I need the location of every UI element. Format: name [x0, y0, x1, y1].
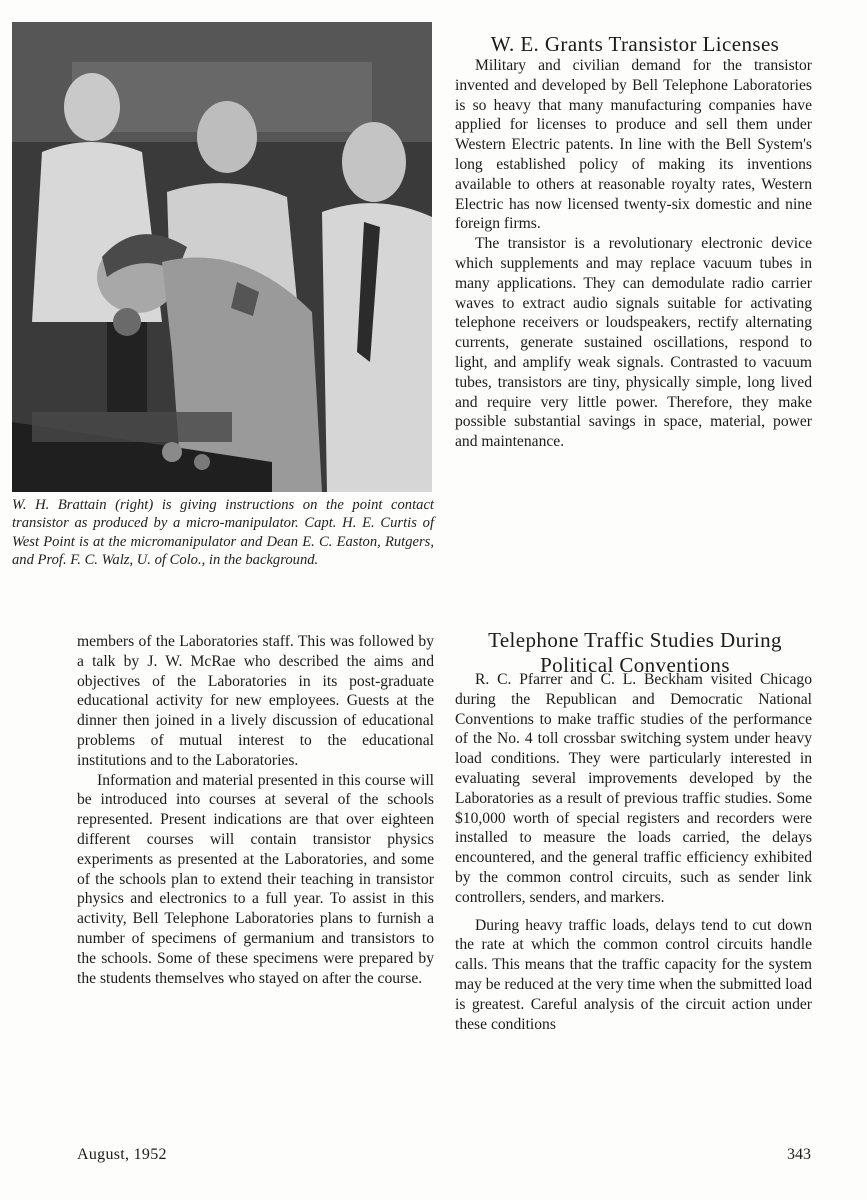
- left-column: [77, 632, 434, 988]
- article2-paragraph-2: During heavy traffic loads, delays tend to cut down the rate at which the common control circuits handle calls. This means that the traffic capacity for the system may be reduced at the very time when the submitted load is greatest. Careful analysis of the circuit action under these conditions: [455, 916, 812, 1033]
- footer-date: August, 1952: [77, 1146, 167, 1163]
- page-number: 343: [787, 1146, 811, 1163]
- article1-title: W. E. Grants Transistor Licenses: [490, 32, 780, 57]
- photograph: [12, 22, 432, 492]
- article1-body: [455, 56, 812, 452]
- article1-paragraph-1: Military and civilian demand for the transistor invented and developed by Bell Telephone Laboratories is so heavy that many manufacturing companies have applied for licenses to produce and sell them under Western Electric patents. In line with the Bell System's long established policy of making its inventions available to others at reasonable royalty rates, Western Electric has now licensed twenty-six domestic and nine foreign firms.: [455, 57, 812, 233]
- left-paragraph-2: Information and material presented in this course will be introduced into courses at several of the schools represented. Present indications are that over eighteen different courses will contain transistor physics experiments as presented at the Laboratories, and some of the schools plan to extend their teaching in transistor physics and electronics to a full year. To assist in this activity, Bell Telephone Laboratories plans to furnish a number of specimens of germanium and transistors to the schools. Some of these specimens were prepared by the students themselves who stayed on after the course.: [77, 771, 434, 987]
- article2-paragraph-1: R. C. Pfarrer and C. L. Beckham visited Chicago during the Republican and Democratic National Conventions to make traffic studies of the performance of the No. 4 toll crossbar switching system under heavy load conditions. They were particularly interested in evaluating several improvements developed by the Laboratories as a result of previous traffic studies. Some $10,000 worth of special registers and recorders were installed to measure the loads carried, the delays encountered, and the general traffic efficiency exhibited by the common control circuits, such as sender link controllers, senders, and markers.: [455, 671, 812, 906]
- article1-paragraph-2: The transistor is a revolutionary electronic device which supplements and may replace vacuum tubes in many applications. They can demodulate radio carrier waves to extract audio signals suitable for activating telephone receivers or loudspeakers, rectify alternating currents, generate sustained oscillations, respond to light, and amplify weak signals. Contrasted to vacuum tubes, transistors are tiny, physically simple, long lived and require very little power. Therefore, they make possible substantial savings in space, material, power and maintenance.: [455, 235, 812, 451]
- article2-title: Telephone Traffic Studies During Political Conventions: [488, 628, 782, 678]
- article2-body: [455, 670, 812, 1034]
- photo-caption: W. H. Brattain (right) is giving instructions on the point contact transistor as produced by a micro-manipulator. Capt. H. E. Curtis of West Point is at the micromanipulator and Dean E. C. Easton, Rutgers, and Prof. F. C. Walz, U. of Colo., in the background.: [12, 497, 434, 568]
- photograph-illustration: [12, 22, 432, 492]
- left-paragraph-1: members of the Laboratories staff. This was followed by a talk by J. W. McRae who described the aims and objectives of the Laboratories in its post-graduate educational activity for new employees. Guests at the dinner then joined in a lively discussion of educational problems of mutual interest to the educational institutions and to the Laboratories.: [77, 633, 434, 769]
